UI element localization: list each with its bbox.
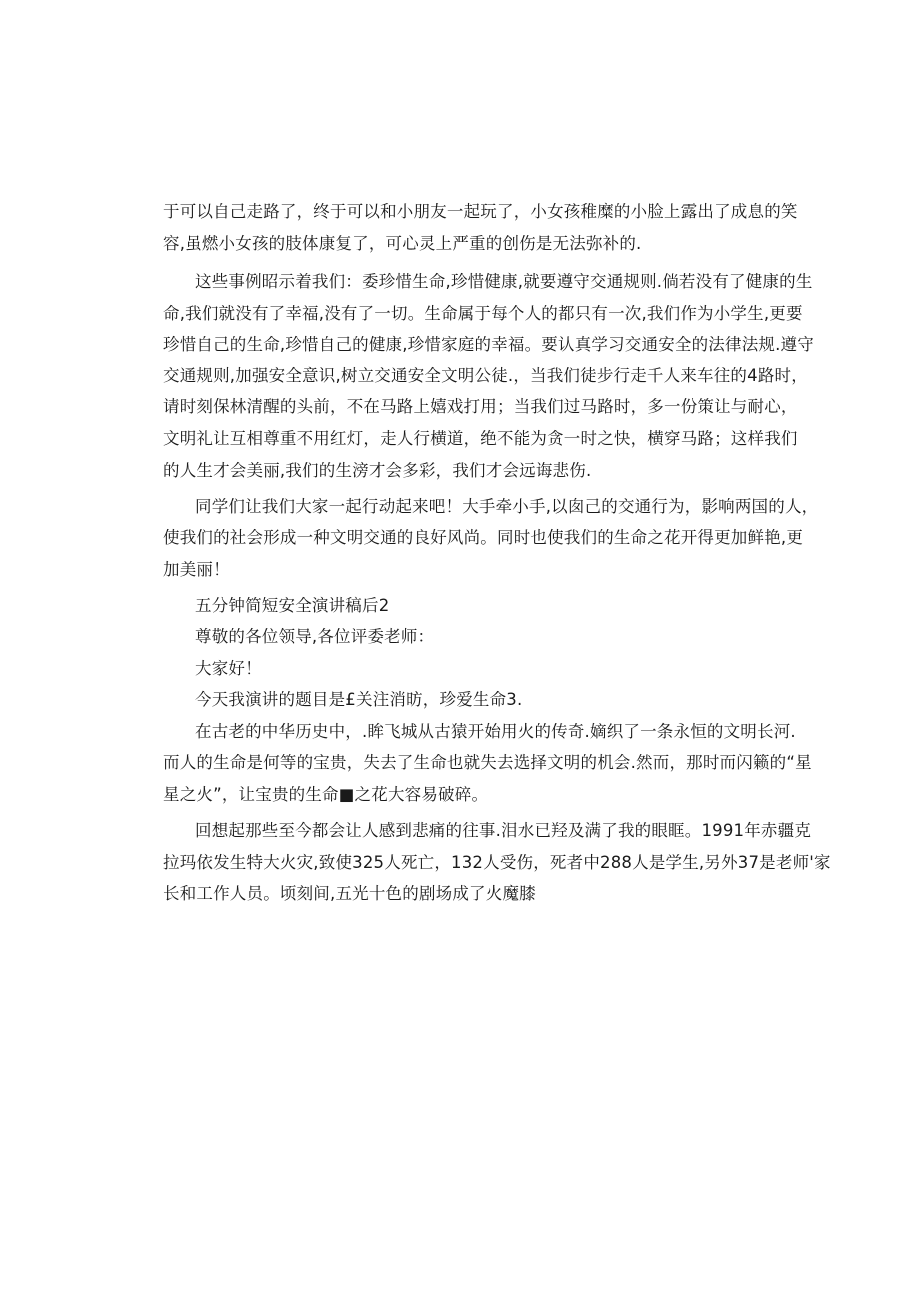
paragraph-line: 拉玛依发生特大火灾,致使325人死亡，132人受伤，死者中288人是学生,另外37是老师'家 xyxy=(163,853,831,872)
paragraph-line: 这些事例昭示着我们：委珍惜生命,珍惜健康,就要遵守交通规则.倘若没有了健康的生 xyxy=(195,272,813,291)
paragraph-line: 于可以自己走路了，终于可以和小朋友一起玩了，小女孩稚糜的小脸上露出了成息的笑 xyxy=(163,202,798,221)
greeting: 大家好！ xyxy=(195,659,262,678)
paragraph-line: 星之火”，让宝贵的生命■之花大容易破碎。 xyxy=(163,785,489,804)
salutation: 尊敬的各位领导,各位评委老师： xyxy=(195,627,435,646)
paragraph-line: 在古老的中华历史中，.眸飞城从古猿开始用火的传奇.嫡织了一条永恒的文明长河. xyxy=(195,722,796,741)
paragraph-line: 容,虽燃小女孩的肢体康复了，可心灵上严重的创伤是无法弥补的. xyxy=(163,234,642,253)
paragraph-line: 同学们让我们大家一起行动起来吧！大手牵小手,以囱己的交通行为，影响两国的人， xyxy=(195,497,819,516)
paragraph-line: 加美丽！ xyxy=(163,560,230,579)
paragraph-line: 的人生才会美丽,我们的生滂才会多彩，我们才会远诲悲伤. xyxy=(163,461,592,480)
paragraph-line: 交通规则,加强安全意识,树立交通安全文明公徒.，当我们徒步行走千人来车往的4路时， xyxy=(163,366,808,385)
paragraph-line: 回想起那些至今都会让人感到悲痛的往事.泪水已羟及满了我的眼眶。1991年赤疆克 xyxy=(195,821,812,840)
paragraph-line: 长和工作人员。顷刻间,五光十色的剧场成了火魔膝 xyxy=(163,884,536,903)
paragraph-line: 请时刻保林清醒的头前，不在马路上嬉戏打用；当我们过马路时，多一份策让与耐心， xyxy=(163,397,798,416)
paragraph-line: 珍惜自己的生命,珍惜自己的健康,珍惜家庭的幸福。要认真学习交通安全的法律法规.遵守 xyxy=(163,335,814,354)
paragraph-line: 命,我们就没有了幸福,没有了一切。生命属于每个人的都只有一次,我们作为小学生,更要 xyxy=(163,304,803,323)
paragraph-line: 而人的生命是何等的宝贵，失去了生命也就失去选择文明的机会.然而，那时而闪籁的“星 xyxy=(163,753,812,772)
paragraph-line: 使我们的社会形成一种文明交通的良好风尚。同时也使我们的生命之花开得更加鲜艳,更 xyxy=(163,528,804,547)
section-heading: 五分钟简短安全演讲稿后2 xyxy=(195,596,390,615)
paragraph-line: 文明礼让互相尊重不用红灯，走人行横道，绝不能为贪一时之快，横穿马路；这样我们 xyxy=(163,429,798,448)
paragraph-line: 今天我演讲的题目是£关注消昉，珍爱生命3. xyxy=(195,690,523,709)
